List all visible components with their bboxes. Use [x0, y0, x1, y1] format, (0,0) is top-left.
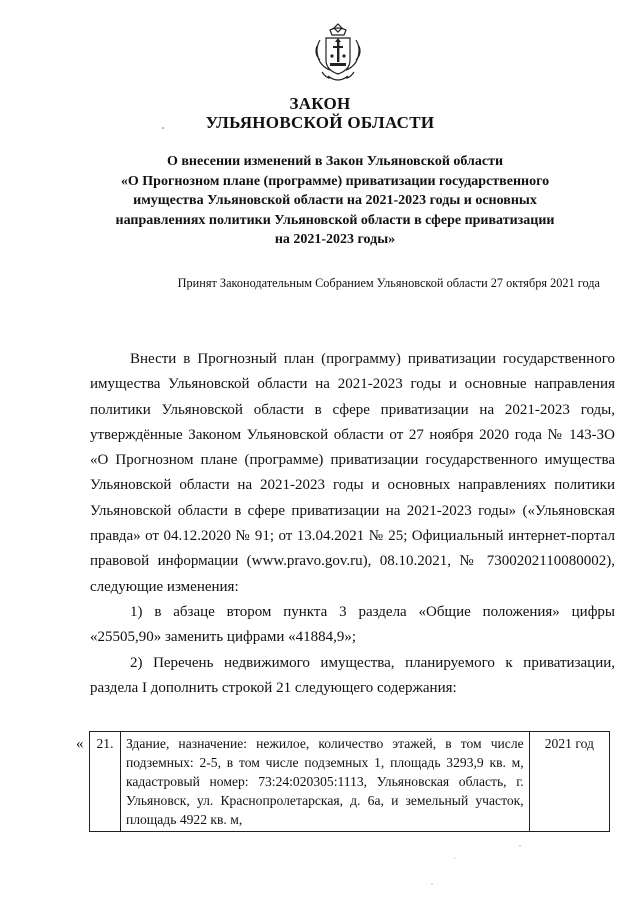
subject-line: имущества Ульяновской области на 2021-2023 годы и основных [133, 193, 537, 208]
adoption-note: Принят Законодательным Собранием Ульяновской области 27 октября 2021 года [177, 276, 600, 290]
law-title-line1: ЗАКОН [289, 94, 351, 113]
subject-line: направлениях политики Ульяновской области в сфере приватизации [115, 212, 555, 228]
body-paragraph-intro: Внести в Прогнозный план (программу) приватизации государственного имущества Ульяновской области на 2021-2023 годы и основные направления политики Ульяновской области в сфере приватизации на 2021-2023 годы, утверждённые Законом Ульяновской области от 27 ноября 2020 года № 143-ЗО «О Прогнозном плане (программе) приватизации государственного имущества Ульяновской области на 2021-2023 годы и основных направлениях политики Ульяновской области в сфере приватизации на 2021-2023 годы» («Ульяновская правда» от 04.12.2020 № 91; от 13.04.2021 № 25; Официальный интернет-портал правовой информации (www.pravo.gov.ru), 08.10.2021, № 7300202110080002), следующие изменения: [90, 351, 615, 595]
subject-line: О внесении изменений в Закон Ульяновской области [166, 154, 504, 169]
law-title-line2: УЛЬЯНОВСКОЙ ОБЛАСТИ [205, 113, 435, 132]
body-item-2: 2) Перечень недвижимого имущества, планируемого к приватизации, раздела I дополнить строкой 21 следующего содержания: [90, 654, 615, 696]
row-description: Здание, назначение: нежилое, количество этажей, в том числе подземных: 2-5, в том числе подземных 1, площадь 3293,9 кв. м, кадастровый номер: 73:24:020305:1113, Ульяновская область, г. Ульяновск, ул. Краснопролетарская, д. 6а, и земельный участок, площадь 4922 кв. м, [120, 732, 529, 832]
subject-line: «О Прогнозном плане (программе) приватизации государственного [120, 173, 550, 189]
table-open-quote: « [76, 736, 84, 752]
row-number: 21. [90, 732, 121, 832]
body-item-1: 1) в абзаце втором пункта 3 раздела «Общие положения» цифры «25505,90» заменить цифрами «41884,9»; [90, 603, 615, 646]
subject-line: на 2021-2023 годы» [274, 232, 396, 247]
row-year: 2021 год [529, 732, 609, 832]
